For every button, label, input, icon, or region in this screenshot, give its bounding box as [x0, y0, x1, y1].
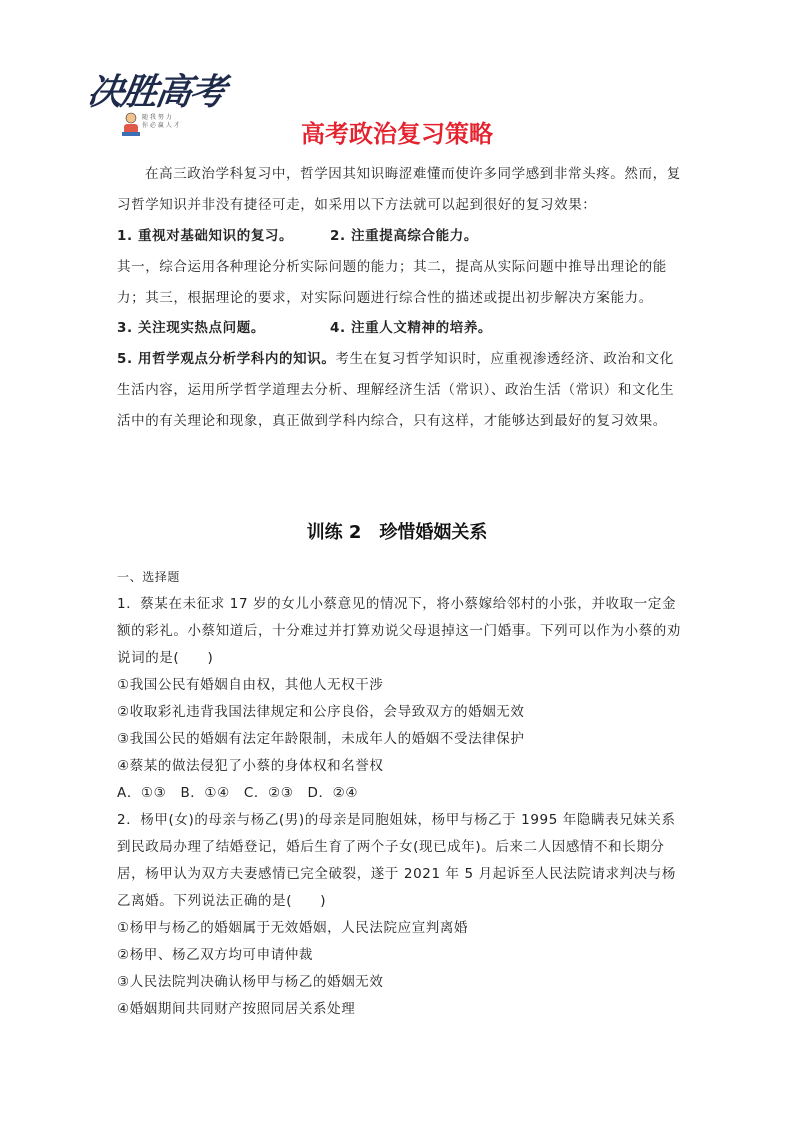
question-1-option-1: ①我国公民有婚姻自由权，其他人无权干涉: [117, 677, 384, 693]
question-2-option-4: ④婚姻期间共同财产按照同居关系处理: [117, 1001, 356, 1017]
question-1: [117, 591, 681, 807]
intro-text-1: 在高三政治学科复习中，哲学因其知识晦涩难懂而使许多同学感到非常头疼。然而，复习哲学知识并非没有捷径可走，如采用以下方法就可以起到很好的复习效果：: [117, 166, 681, 213]
tip-2: 2. 注重提高综合能力。: [330, 228, 478, 244]
intro-paragraph-3: [117, 344, 681, 437]
question-1-option-2: ②收取彩礼违背我国法律规定和公序良俗，会导致双方的婚姻无效: [117, 704, 525, 720]
intro-paragraph-1: [117, 159, 681, 221]
intro-text-2: 其一，综合运用各种理论分析实际问题的能力；其二，提高从实际问题中推导出理论的能力；其三，根据理论的要求，对实际问题进行综合性的描述或提出初步解决方案能力。: [117, 259, 667, 306]
question-2-stem: 2．杨甲(女)的母亲与杨乙(男)的母亲是同胞姐妹，杨甲与杨乙于 1995 年隐瞒表兄妹关系到民政局办理了结婚登记，婚后生育了两个子女(现已成年)。后来二人因感情不和长期分居，杨甲认为双方夫妻感情已完全破裂，遂于 2021 年 5 月起诉至人民法院请求判决与杨乙离婚。下列说法正确的是( ): [117, 812, 677, 909]
logo-slogan: 随 我 努 力 你 必 赢 人 才: [142, 114, 180, 129]
intro-paragraph-2: [117, 252, 681, 314]
tip-1: 1. 重视对基础知识的复习。: [117, 228, 294, 244]
question-2-option-3: ③人民法院判决确认杨甲与杨乙的婚姻无效: [117, 974, 384, 990]
question-1-option-4: ④蔡某的做法侵犯了小蔡的身体权和名誉权: [117, 758, 384, 774]
tip-row-1: [117, 221, 681, 252]
question-2-option-1: ①杨甲与杨乙的婚姻属于无效婚姻，人民法院应宣判离婚: [117, 920, 469, 936]
tip-row-2: [117, 313, 681, 344]
question-2-option-2: ②杨甲、杨乙双方均可申请仲裁: [117, 947, 314, 963]
tip-3: 3. 关注现实热点问题。: [117, 320, 265, 336]
question-1-option-3: ③我国公民的婚姻有法定年龄限制，未成年人的婚姻不受法律保护: [117, 731, 525, 747]
question-2: [117, 807, 681, 1023]
intro-text-3: 考生在复习哲学知识时，应重视渗透经济、政治和文化生活内容，运用所学哲学道理去分析、理解经济生活（常识）、政治生活（常识）和文化生活中的有关理论和现象，真正做到学科内综合，只有这样，才能够达到最好的复习效果。: [117, 351, 675, 429]
tip-5: 5. 用哲学观点分析学科内的知识。: [117, 351, 336, 367]
logo-text: 决胜高考: [84, 71, 227, 113]
tip-4: 4. 注重人文精神的培养。: [330, 320, 493, 336]
question-1-stem: 1．蔡某在未征求 17 岁的女儿小蔡意见的情况下，将小蔡嫁给邻村的小张，并收取一定金额的彩礼。小蔡知道后，十分难过并打算劝说父母退掉这一门婚事。下列可以作为小蔡的劝说词的是( ): [117, 596, 681, 666]
page-title: 高考政治复习策略: [301, 120, 493, 148]
question-1-answers: A．①③ B．①④ C．②③ D．②④: [117, 785, 359, 801]
section-label: 一、选择题: [117, 570, 181, 584]
section-title: 训练 2 珍惜婚姻关系: [306, 522, 488, 543]
